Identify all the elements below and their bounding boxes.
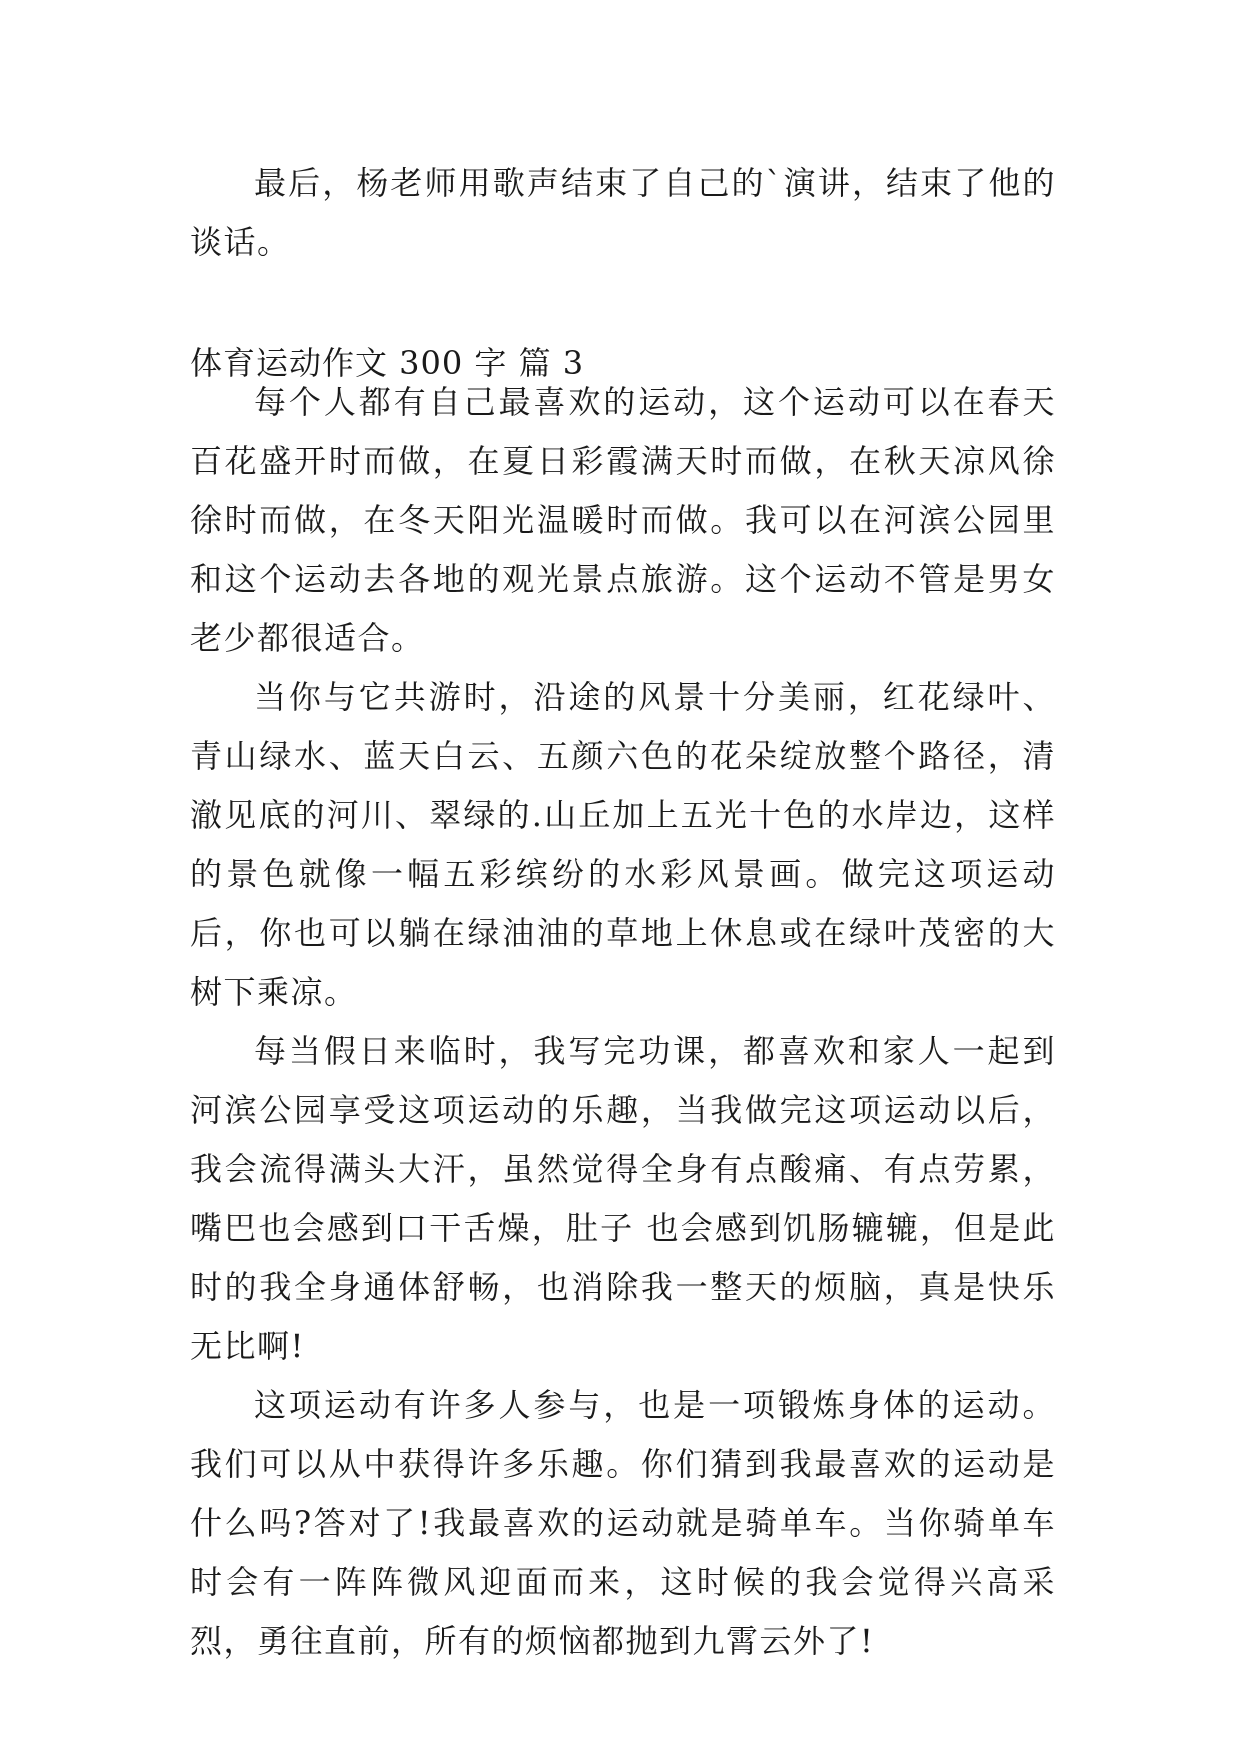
intro-paragraph: 最后，杨老师用歌声结束了自己的`演讲，结束了他的谈话。 <box>190 164 1056 261</box>
essay-paragraph-4: 这项运动有许多人参与，也是一项锻炼身体的运动。我们可以从中获得许多乐趣。你们猜到我最喜欢的运动是什么吗?答对了!我最喜欢的运动就是骑单车。当你骑单车时会有一阵阵微风迎面而来，这时候的我会觉得兴高采烈，勇往直前，所有的烦恼都抛到九霄云外了! <box>190 1386 1056 1660</box>
essay-body <box>190 373 1056 1671</box>
intro-block <box>190 154 1056 272</box>
essay-paragraph-2: 当你与它共游时，沿途的风景十分美丽，红花绿叶、青山绿水、蓝天白云、五颜六色的花朵绽放整个路径，清澈见底的河川、翠绿的.山丘加上五光十色的水岸边，这样的景色就像一幅五彩缤纷的水彩风景画。做完这项运动后，你也可以躺在绿油油的草地上休息或在绿叶茂密的大树下乘凉。 <box>190 678 1056 1011</box>
section-heading: 体育运动作文 300 字 篇 3 <box>190 344 585 382</box>
essay-paragraph-3: 每当假日来临时，我写完功课，都喜欢和家人一起到河滨公园享受这项运动的乐趣，当我做完这项运动以后，我会流得满头大汗，虽然觉得全身有点酸痛、有点劳累，嘴巴也会感到口干舌燥，肚子 也会感到饥肠辘辘，但是此时的我全身通体舒畅，也消除我一整天的烦脑，真是快乐无比啊! <box>190 1032 1056 1365</box>
essay-paragraph-1: 每个人都有自己最喜欢的运动，这个运动可以在春天百花盛开时而做，在夏日彩霞满天时而做，在秋天凉风徐徐时而做，在冬天阳光温暖时而做。我可以在河滨公园里和这个运动去各地的观光景点旅游。这个运动不管是男女老少都很适合。 <box>190 383 1056 657</box>
